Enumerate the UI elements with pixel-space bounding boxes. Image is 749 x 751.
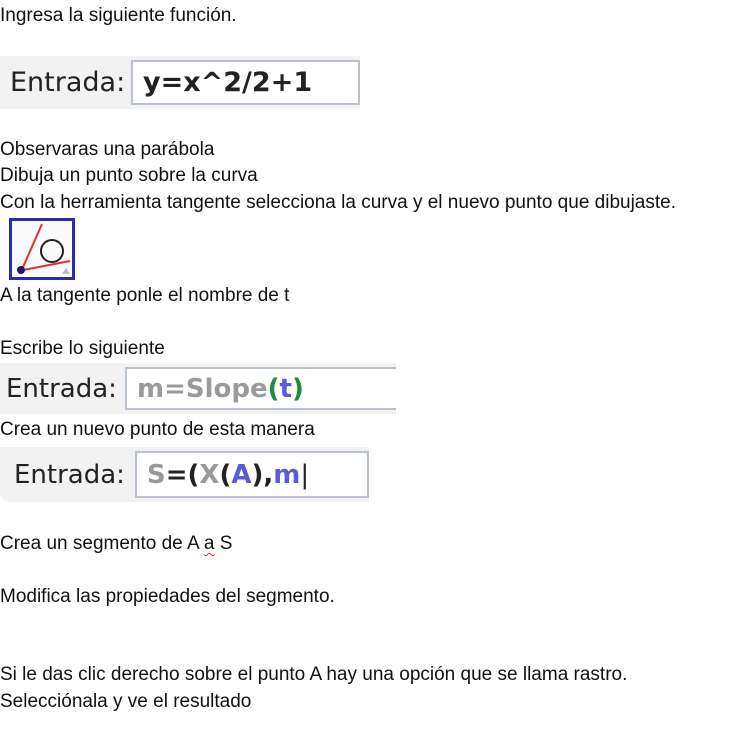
instruction-trace: Si le das clic derecho sobre el punto A hay una opción que se llama rastro. [0,664,628,685]
spellcheck-word: a [203,533,215,554]
point-input-field[interactable] [135,451,369,498]
segment-text-pre: Crea un segmento de A [0,533,204,554]
token-equals: = [165,459,188,490]
token-a: A [231,459,252,490]
instruction-select-result: Selecciónala y ve el resultado [0,691,252,712]
input-label: Entrada: [14,459,125,490]
function-input-field[interactable] [131,60,360,105]
token-comma: , [263,459,274,490]
token-t: t [279,373,292,404]
token-x: X [199,459,220,490]
tangent-tool-icon[interactable] [9,218,75,280]
token-m: m [273,459,301,490]
segment-text-post: S [214,533,233,554]
token-open-paren-2: ( [219,459,232,490]
tangent-icon [12,221,72,277]
text-caret: | [300,459,310,490]
instruction-properties: Modifica las propiedades del segmento. [0,586,335,607]
token-m: m [137,373,165,404]
input-bar-slope [0,363,396,414]
token-equals: = [164,373,186,404]
instruction-parabola: Observaras una parábola [0,139,215,160]
instruction-name-tangent: A la tangente ponle el nombre de t [0,285,290,306]
slope-input-field[interactable] [125,367,396,410]
input-label: Entrada: [10,67,126,98]
instruction-draw-point: Dibuja un punto sobre la curva [0,165,258,186]
token-open-paren: ( [267,373,280,404]
token-slope: Slope [185,373,268,404]
function-input-value: y=x^2/2+1 [143,67,313,98]
token-close-paren: ) [291,373,304,404]
token-open-paren: ( [187,459,200,490]
instruction-enter-function: Ingresa la siguiente función. [0,5,237,26]
token-close-paren: ) [251,459,264,490]
token-s: S [147,459,166,490]
input-bar-point [0,447,369,502]
instruction-tangent-tool: Con la herramienta tangente selecciona la curva y el nuevo punto que dibujaste. [0,192,676,213]
input-bar-function [0,56,360,109]
input-label: Entrada: [6,373,117,404]
instruction-write: Escribe lo siguiente [0,338,165,359]
instruction-new-point: Crea un nuevo punto de esta manera [0,419,315,440]
instruction-segment [0,532,232,556]
